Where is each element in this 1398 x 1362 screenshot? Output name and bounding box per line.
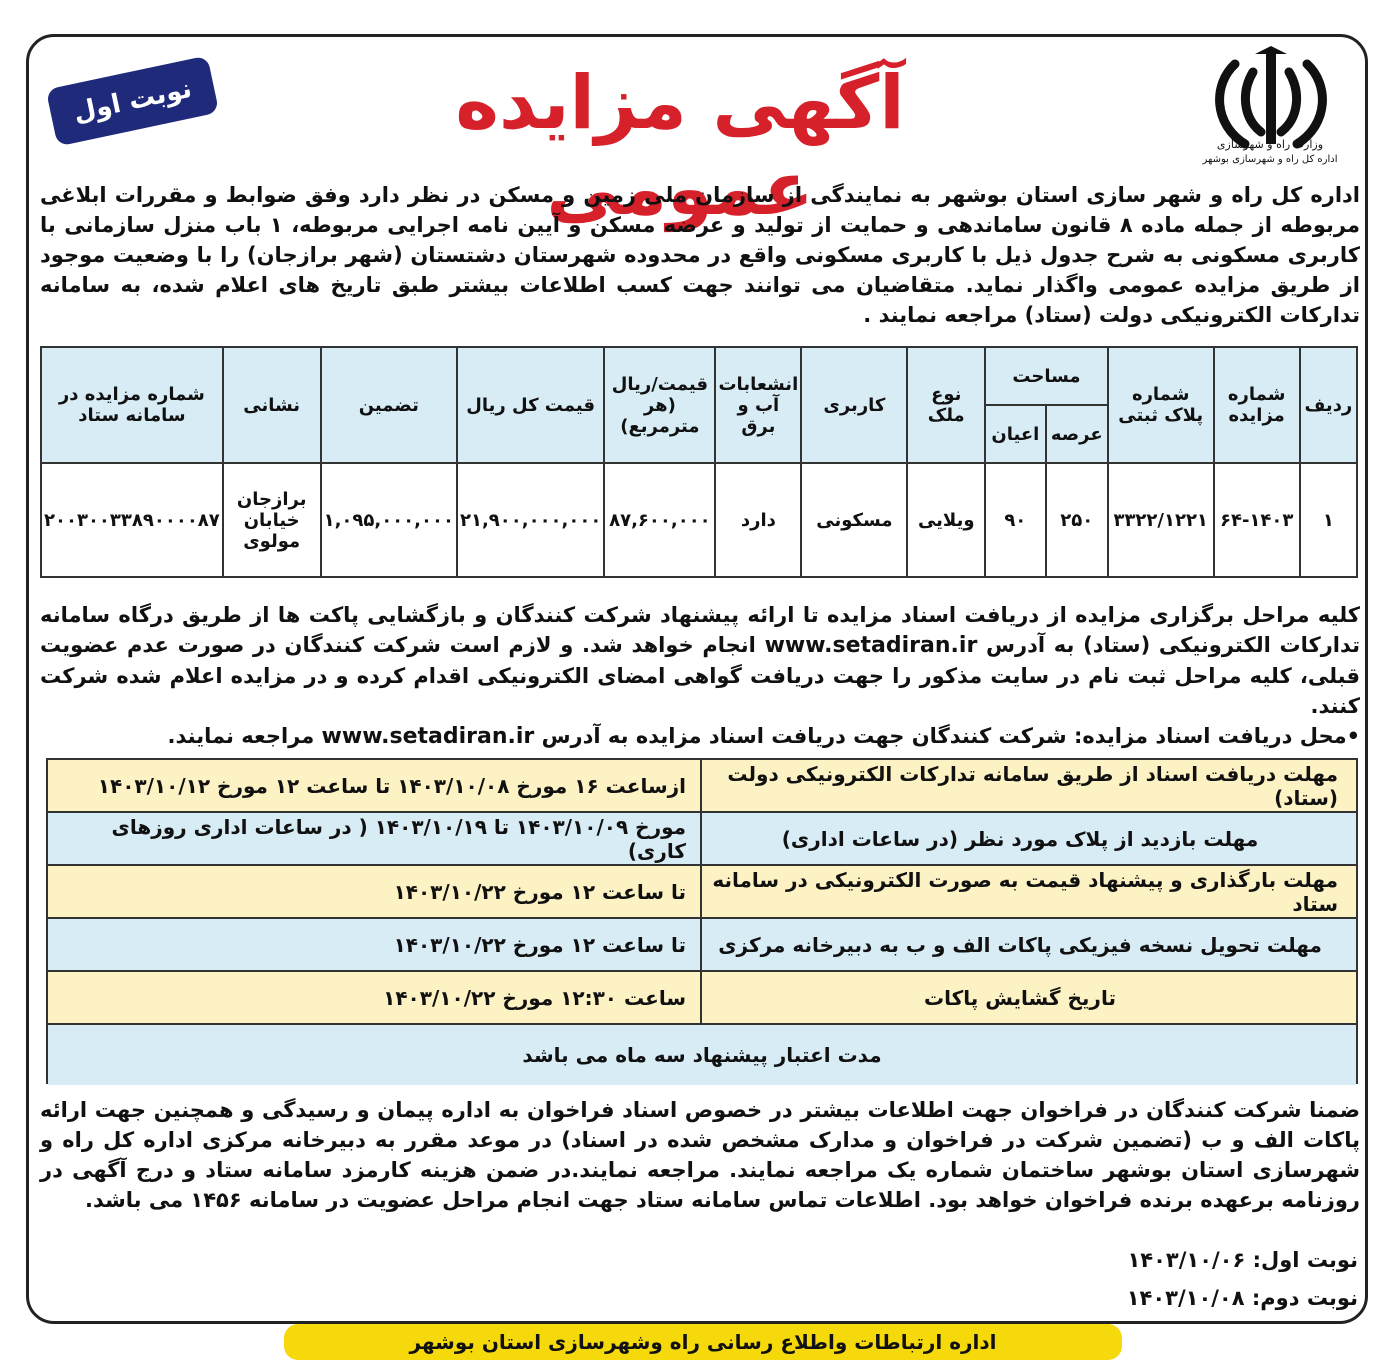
col-usage: کاربری xyxy=(801,347,907,463)
schedule-value: ازساعت ۱۶ مورخ ۱۴۰۳/۱۰/۰۸ تا ساعت ۱۲ مورخ ۱۴۰۳/۱۰/۱۲ xyxy=(97,773,686,798)
schedule-value: ساعت ۱۲:۳۰ مورخ ۱۴۰۳/۱۰/۲۲ xyxy=(383,985,686,1010)
department-name: اداره کل راه و شهرسازی بوشهر xyxy=(1202,154,1338,165)
procedure-text xyxy=(40,600,1360,752)
cell-usage: مسکونی xyxy=(801,463,907,577)
col-unit-price: قیمت/ریال (هر مترمربع) xyxy=(604,347,715,463)
cell-building: ۹۰ xyxy=(985,463,1046,577)
cell-plaque: ۳۳۲۲/۱۲۲۱ xyxy=(1108,463,1214,577)
property-table xyxy=(40,346,1358,578)
procedure-p1-end: انجام خواهد شد. و لازم است شرکت کنندگان در صورت عدم عضویت قبلی، کلیه مراحل ثبت نام در سایت مذکور را جهت دریافت گواهی امضای الکترونیکی اقدام کرده و در مزایده اعلام شده شرکت کنند. xyxy=(40,633,1360,718)
footer-banner: اداره ارتباطات واطلاع رسانی راه وشهرسازی استان بوشهر xyxy=(284,1324,1122,1360)
validity-text: مدت اعتبار پیشنهاد سه ماه می باشد xyxy=(522,1043,882,1067)
col-address: نشانی xyxy=(223,347,321,463)
setad-link[interactable]: www.setadiran.ir xyxy=(764,633,978,658)
cell-total-price: ۲۱,۹۰۰,۰۰۰,۰۰۰ xyxy=(457,463,604,577)
cell-setad-no: ۲۰۰۳۰۰۳۳۸۹۰۰۰۰۸۷ xyxy=(41,463,223,577)
cell-guarantee: ۱,۰۹۵,۰۰۰,۰۰۰ xyxy=(321,463,457,577)
schedule-row xyxy=(48,866,1356,919)
procedure-p1-start: کلیه مراحل برگزاری مزایده از دریافت اسناد مزایده تا ارائه پیشنهاد شرکت کنندگان و بازگشایی پاکت ها از طریق درگاه سامانه تدارکات الکترونیکی (ستاد) به آدرس xyxy=(40,603,1360,657)
notice-title: آگهی مزایده عمومی xyxy=(455,60,905,232)
closing-paragraph: ضمنا شرکت کنندگان در فراخوان جهت اطلاعات بیشتر در خصوص اسناد فراخوان به اداره پیمان و رسیدگی و همچنین جهت ارائه پاکات الف و ب (تضمین شرکت در فراخوان و مدارک مشخص شده در اسناد) در موعد مقرر به دبیرخانه مرکزی اداره کل راه و شهرسازی استان بوشهر ساختمان شماره یک مراجعه نمایند. مراجعه نمایند.در ضمن هزینه کارمزد سامانه ستاد و درج آگهی در روزنامه برعهده برنده فراخوان خواهد بود. اطلاعات تماس سامانه ستاد جهت انجام مراحل عضویت در سامانه ۱۴۵۶ می باشد. xyxy=(40,1098,1360,1212)
schedule-row xyxy=(48,919,1356,972)
intro-paragraph: اداره کل راه و شهر سازی استان بوشهر به نمایندگی از سازمان ملی زمین و مسکن در نظر دارد وفق ضوابط و مقررات ابلاغی مربوطه از جمله ماده ۸ قانون ساماندهی و حمایت از تولید و عرضه مسکن و آیین نامه اجرایی مربوطه، ۱ باب منزل سازمانی با کاربری مسکونی به شرح جدول ذیل با کاربری مسکونی واقع در محدوده شهرستان دشتستان (شهر برازجان) را با وضعیت موجود از طریق مزایده عمومی واگذار نماید. متقاضیان می توانند جهت کسب اطلاعات بیشتر طبق تاریخ های اعلام شده، به سامانه تدارکات الکترونیکی دولت (ستاد) مراجعه نمایند . xyxy=(40,183,1360,327)
setad-link-2[interactable]: www.setadiran.ir xyxy=(321,724,535,749)
cell-row: ۱ xyxy=(1300,463,1357,577)
cell-land: ۲۵۰ xyxy=(1046,463,1108,577)
table-row xyxy=(41,463,1357,577)
schedule-label: مهلت بازدید از پلاک مورد نظر (در ساعات اداری) xyxy=(700,813,1356,864)
schedule-value: تا ساعت ۱۲ مورخ ۱۴۰۳/۱۰/۲۲ xyxy=(393,879,686,904)
schedule-value: تا ساعت ۱۲ مورخ ۱۴۰۳/۱۰/۲۲ xyxy=(393,932,686,957)
cell-auction-no: ۶۴-۱۴۰۳ xyxy=(1214,463,1300,577)
col-utilities: انشعابات آب و برق xyxy=(715,347,801,463)
schedule-label: مهلت دریافت اسناد از طریق سامانه تدارکات الکترونیکی دولت (ستاد) xyxy=(700,760,1356,811)
cell-utilities: دارد xyxy=(715,463,801,577)
col-area: مساحت xyxy=(985,347,1108,405)
col-guarantee: تضمین xyxy=(321,347,457,463)
col-land: عرصه xyxy=(1046,405,1108,463)
col-total-price: قیمت کل ریال xyxy=(457,347,604,463)
col-plaque: شماره پلاک ثبتی xyxy=(1108,347,1214,463)
first-publication-date: نوبت اول: ۱۴۰۳/۱۰/۰۶ xyxy=(1127,1248,1358,1272)
procedure-p2-start: •محل دریافت اسناد مزایده: شرکت کنندگان جهت دریافت اسناد مزایده به آدرس xyxy=(541,724,1360,748)
cell-address: برازجان خیابان مولوی xyxy=(223,463,321,577)
procedure-p2-end: مراجعه نمایند. xyxy=(167,724,315,748)
edition-badge: نوبت اول xyxy=(46,55,219,146)
col-row: ردیف xyxy=(1300,347,1357,463)
schedule-label: تاریخ گشایش پاکات xyxy=(700,972,1356,1023)
schedule-row xyxy=(48,813,1356,866)
schedule-value: مورخ ۱۴۰۳/۱۰/۰۹ تا ۱۴۰۳/۱۰/۱۹ ( در ساعات اداری روزهای کاری) xyxy=(111,814,686,863)
validity-row xyxy=(48,1025,1356,1085)
schedule-label: مهلت تحویل نسخه فیزیکی پاکات الف و ب به دبیرخانه مرکزی xyxy=(700,919,1356,970)
schedule-row xyxy=(48,972,1356,1025)
cell-property-type: ویلایی xyxy=(907,463,985,577)
second-publication-date: نوبت دوم: ۱۴۰۳/۱۰/۰۸ xyxy=(1126,1286,1358,1310)
schedule-row xyxy=(48,760,1356,813)
schedule-label: مهلت بارگذاری و پیشنهاد قیمت به صورت الکترونیکی در سامانه ستاد xyxy=(700,866,1356,917)
col-setad-no: شماره مزایده در سامانه ستاد xyxy=(41,347,223,463)
schedule-table xyxy=(46,758,1358,1084)
col-auction-no: شماره مزایده xyxy=(1214,347,1300,463)
col-building: اعیان xyxy=(985,405,1046,463)
cell-unit-price: ۸۷,۶۰۰,۰۰۰ xyxy=(604,463,715,577)
ministry-name: وزارت راه و شهرسازی xyxy=(1216,138,1324,151)
col-property-type: نوع ملک xyxy=(907,347,985,463)
